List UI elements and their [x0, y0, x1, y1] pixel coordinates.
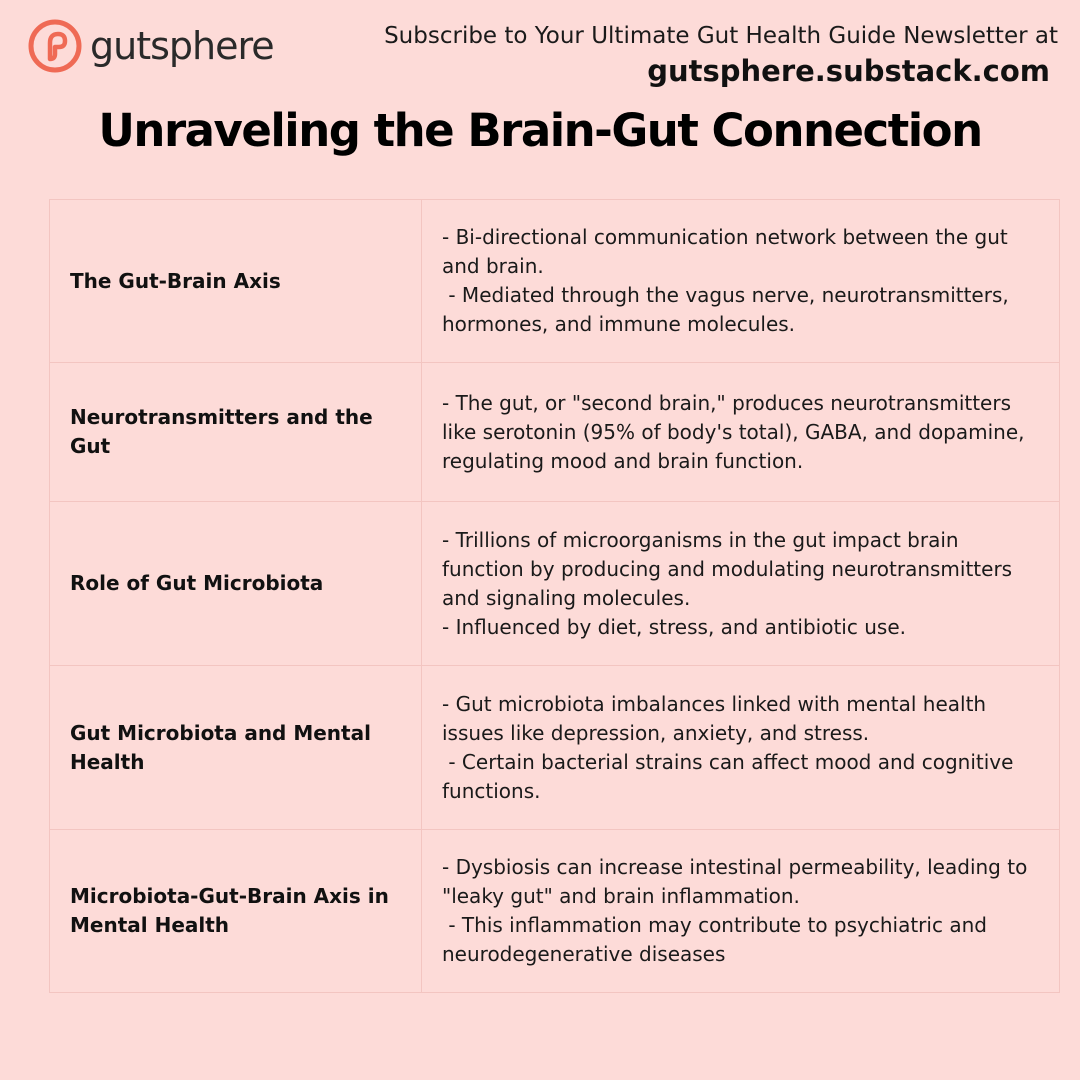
table-row: [50, 830, 1060, 993]
detail-line: - Trillions of microorganisms in the gut impact brain function by producing and modulating neurotransmitters and signaling molecules.: [442, 527, 1019, 610]
table-row: [50, 666, 1060, 830]
table-row: [50, 363, 1060, 502]
brand-name: gutsphere: [90, 24, 274, 68]
row-topic: Microbiota-Gut-Brain Axis in Mental Health: [50, 830, 422, 993]
detail-line: - Dysbiosis can increase intestinal permeability, leading to "leaky gut" and brain inflammation.: [442, 855, 1034, 908]
row-detail: [422, 666, 1060, 830]
row-detail: [422, 830, 1060, 993]
row-detail: [422, 502, 1060, 666]
subscribe-banner: [298, 20, 1058, 90]
info-table: [49, 199, 1060, 993]
detail-line: - Influenced by diet, stress, and antibiotic use.: [442, 614, 906, 639]
detail-line: - Certain bacterial strains can affect mood and cognitive functions.: [442, 749, 1020, 803]
detail-line: - Gut microbiota imbalances linked with mental health issues like depression, anxiety, and stress.: [442, 691, 993, 745]
detail-line: - This inflammation may contribute to psychiatric and neurodegenerative diseases: [442, 913, 994, 966]
page-title: Unraveling the Brain-Gut Connection: [98, 104, 982, 157]
detail-line: - The gut, or "second brain," produces neurotransmitters like serotonin (95% of body's total), GABA, and dopamine, regulating mood and brain function.: [442, 390, 1031, 473]
brand-logo: [28, 18, 274, 74]
row-topic: Gut Microbiota and Mental Health: [50, 666, 422, 830]
row-topic: The Gut-Brain Axis: [50, 200, 422, 363]
subscribe-text: Subscribe to Your Ultimate Gut Health Guide Newsletter at: [384, 23, 1058, 49]
gut-brand-icon: [28, 19, 82, 73]
row-topic: Role of Gut Microbiota: [50, 502, 422, 666]
row-detail: [422, 363, 1060, 502]
row-detail: [422, 200, 1060, 363]
detail-line: - Bi-directional communication network between the gut and brain.: [442, 225, 1015, 278]
detail-line: - Mediated through the vagus nerve, neurotransmitters, hormones, and immune molecules.: [442, 283, 1016, 336]
newsletter-url-link[interactable]: gutsphere.substack.com: [647, 54, 1050, 88]
table-row: [50, 200, 1060, 363]
table-row: [50, 502, 1060, 666]
row-topic: Neurotransmitters and the Gut: [50, 363, 422, 502]
